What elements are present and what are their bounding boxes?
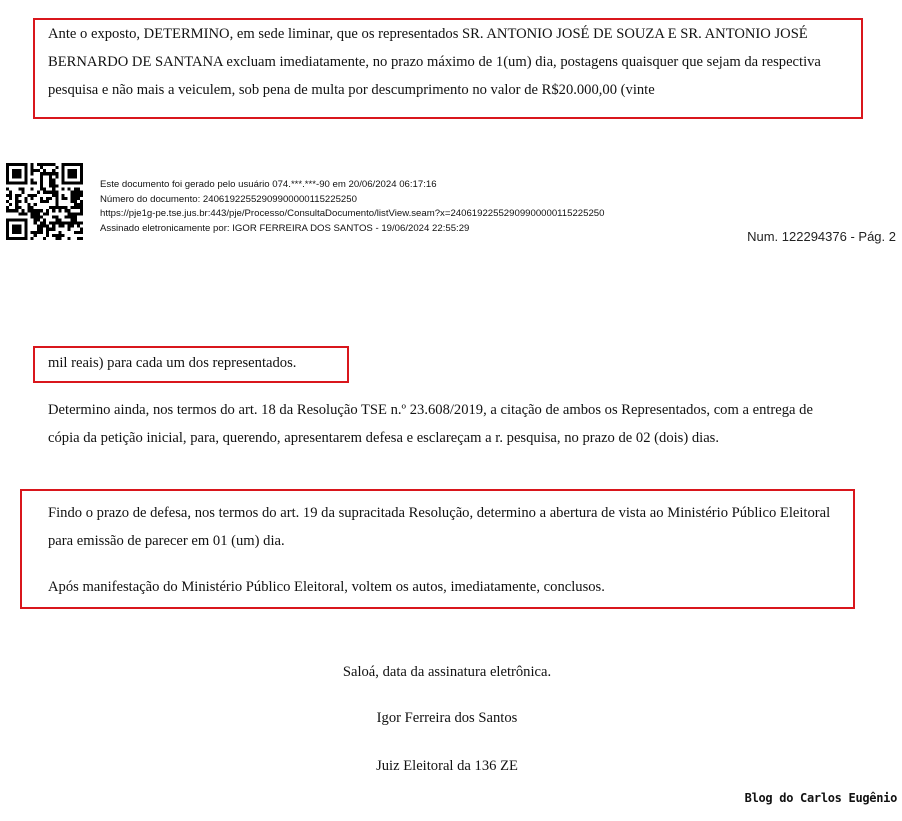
page-number: Num. 122294376 - Pág. 2 (747, 229, 896, 244)
highlight-box-deadline (20, 489, 855, 609)
blog-watermark: Blog do Carlos Eugênio (744, 791, 897, 805)
conclusion-paragraph: Após manifestação do Ministério Público Eleitoral, voltem os autos, imediatamente, conclusos. (48, 579, 605, 595)
citation-paragraph: Determino ainda, nos termos do art. 18 da Resolução TSE n.º 23.608/2019, a citação de ambos os Representados, com a entrega de cópia da petição inicial, para, querendo, apresentarem defesa e esclareçam a r. pesquisa, no prazo de 02 (dois) dias. (48, 402, 813, 446)
place-date: Saloá, data da assinatura eletrônica. (342, 664, 552, 680)
document-number-text: Número do documento: 24061922552909900000115225250 (100, 193, 357, 205)
qr-code-icon (6, 163, 83, 240)
signed-by-text: Assinado eletronicamente por: IGOR FERREIRA DOS SANTOS - 19/06/2024 22:55:29 (100, 222, 470, 234)
order-paragraph: Ante o exposto, DETERMINO, em sede liminar, que os representados SR. ANTONIO JOSÉ DE SOUZA E SR. ANTONIO JOSÉ BERNARDO DE SANTANA excluam imediatamente, no prazo máximo de 1(um) dia, postagens quaisquer que sejam da respectiva pesquisa e não mais a veiculem, sob pena de multa por descumprimento no valor de R$20.000,00 (vinte (48, 26, 821, 98)
highlight-box-continuation (33, 346, 349, 383)
generated-by-text: Este documento foi gerado pelo usuário 074.***.***-90 em 20/06/2024 06:17:16 (100, 179, 437, 190)
document-metadata (100, 178, 604, 236)
signer-name: Igor Ferreira dos Santos (376, 710, 518, 726)
signer-role: Juiz Eleitoral da 136 ZE (376, 758, 518, 774)
continuation-paragraph: mil reais) para cada um dos representados. (48, 355, 297, 371)
document-url-text: https://pje1g-pe.tse.jus.br:443/pje/Processo/ConsultaDocumento/listView.seam?x=24061922552909900000115225250 (100, 208, 605, 220)
defense-deadline-paragraph: Findo o prazo de defesa, nos termos do art. 19 da supracitada Resolução, determino a abertura de vista ao Ministério Público Eleitoral para emissão de parecer em 01 (um) dia. (48, 505, 831, 549)
highlight-box-order (33, 18, 863, 119)
